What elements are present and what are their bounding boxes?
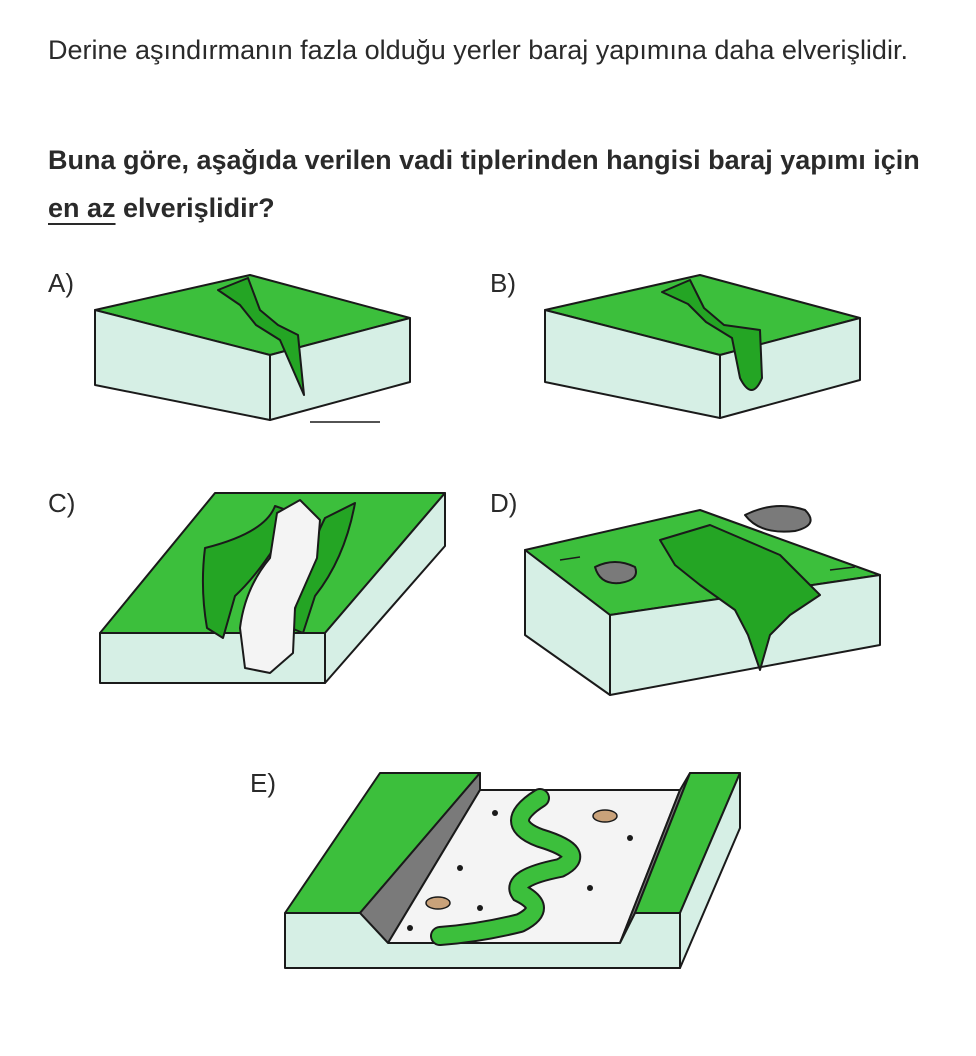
option-e-figure[interactable] [280,768,745,978]
question-stem: Derine aşındırmanın fazla olduğu yerler baraj yapımına daha elverişlidir. [48,35,908,65]
option-d-figure[interactable] [520,495,890,700]
option-a-label[interactable]: A) [48,268,74,298]
question-text: Buna göre, aşağıda verilen vadi tiplerinden hangisi baraj yapımı için [48,145,920,175]
option-b-label[interactable]: B) [490,268,516,298]
option-c-label[interactable]: C) [48,488,76,518]
question-end: elverişlidir? [115,193,275,223]
option-c-figure[interactable] [95,488,455,688]
option-b-figure[interactable] [540,270,870,430]
option-a-figure[interactable] [90,270,420,430]
option-d-label[interactable]: D) [490,488,518,518]
option-e-label[interactable]: E) [250,768,276,798]
question-emphasis: en az [48,193,116,223]
question-prompt [48,136,928,232]
